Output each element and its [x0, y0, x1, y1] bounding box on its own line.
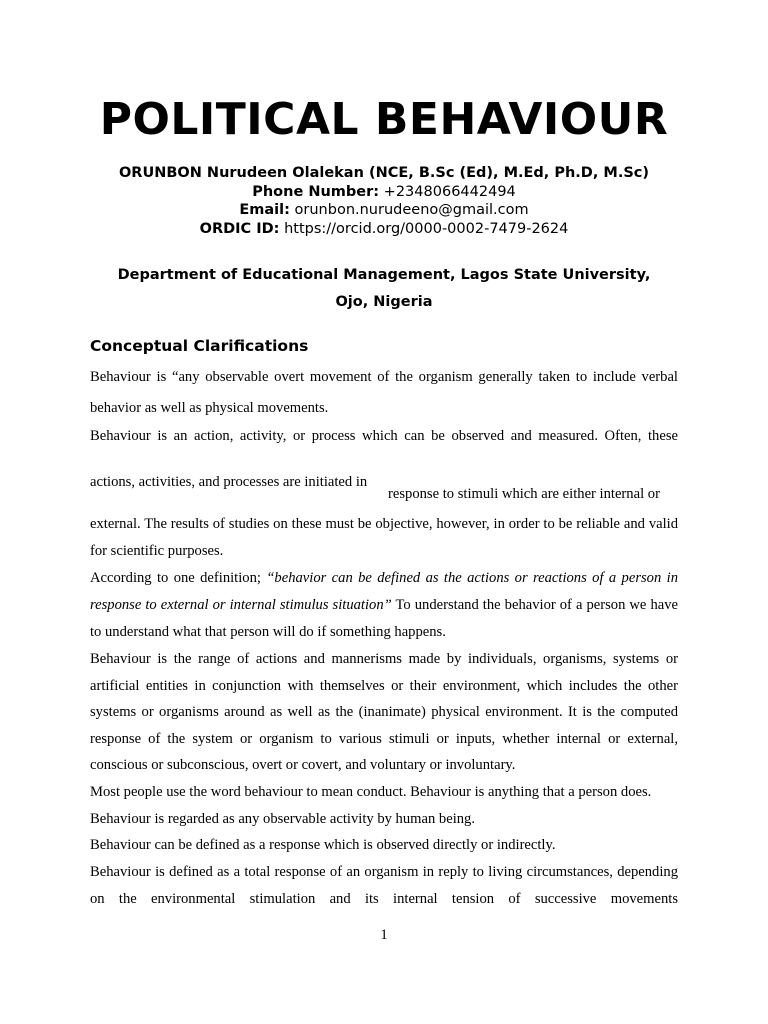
author-name: ORUNBON Nurudeen Olalekan (NCE, B.Sc (Ed), M.Ed, Ph.D, M.Sc)	[118, 165, 650, 181]
paragraph-2-rest: external. The results of studies on these must be objective, however, in order to be reliable and valid for scientific purposes.	[90, 516, 678, 559]
phone-value: +2348066442494	[379, 183, 516, 200]
paragraph-2-line-2-left: actions, activities, and processes are initiated in	[90, 474, 368, 490]
paragraph-3-rest: To understand the behavior of a person we have to understand what that person will do if something happens.	[90, 597, 678, 640]
department-line-1: Department of Educational Management, Lagos State University,	[117, 267, 651, 283]
paragraph-3	[90, 565, 678, 646]
phone-line	[0, 183, 768, 202]
paragraph-4: Behaviour is the range of actions and mannerisms made by individuals, organisms, systems or artificial entities in conjunction with themselves or their environment, which includes the other systems or organisms around as well as the (inanimate) physical environment. It is the computed response of the system or organism to various stimuli or inputs, whether internal or external, conscious or subconscious, overt or covert, and voluntary or involuntary.	[90, 651, 678, 773]
document-title: POLITICAL BEHAVIOUR	[99, 94, 669, 145]
paragraph-2-line-1-wrap	[90, 425, 678, 447]
paragraph-3-intro: According to one definition;	[90, 570, 267, 586]
paragraph-2-line-1: Behaviour is an action, activity, or process which can be observed and measured. Often, these	[90, 428, 678, 444]
page-number: 1	[380, 927, 388, 943]
section-heading: Conceptual Clarifications	[90, 337, 309, 355]
department-line-2: Ojo, Nigeria	[335, 294, 433, 310]
department-affiliation	[90, 262, 678, 316]
author-block	[0, 164, 768, 238]
paragraph-1-line-1: Behaviour is “any observable overt movement of the organism generally taken to include verbal	[90, 369, 678, 385]
paragraph-6: Behaviour is regarded as any observable activity by human being.	[90, 811, 475, 827]
ordic-line	[0, 220, 768, 239]
paragraph-3-quote: “behavior can be defined as the actions or reactions of a person in response to external or internal stimulus situation”	[90, 570, 678, 613]
ordic-label: ORDIC ID:	[199, 220, 280, 237]
email-label: Email:	[239, 202, 290, 218]
paragraph-2-line-2	[90, 474, 678, 510]
paragraph-1-line-2: behavior as well as physical movements.	[90, 400, 329, 416]
paragraph-7: Behaviour can be defined as a response which is observed directly or indirectly.	[90, 837, 556, 853]
paragraph-5: Most people use the word behaviour to mean conduct. Behaviour is anything that a person does.	[90, 784, 652, 800]
ordic-link[interactable]: https://orcid.org/0000-0002-7479-2624	[279, 220, 569, 237]
paragraph-1	[90, 362, 678, 424]
email-value[interactable]: orunbon.nurudeeno@gmail.com	[289, 202, 529, 218]
phone-label: Phone Number:	[252, 183, 380, 200]
paragraph-8: Behaviour is defined as a total response of an organism in reply to living circumstances, depending on the environmental stimulation and its internal tension of successive movements	[90, 864, 678, 907]
paragraph-2-line-2-right: response to stimuli which are either internal or	[388, 486, 660, 502]
email-line	[0, 201, 768, 220]
